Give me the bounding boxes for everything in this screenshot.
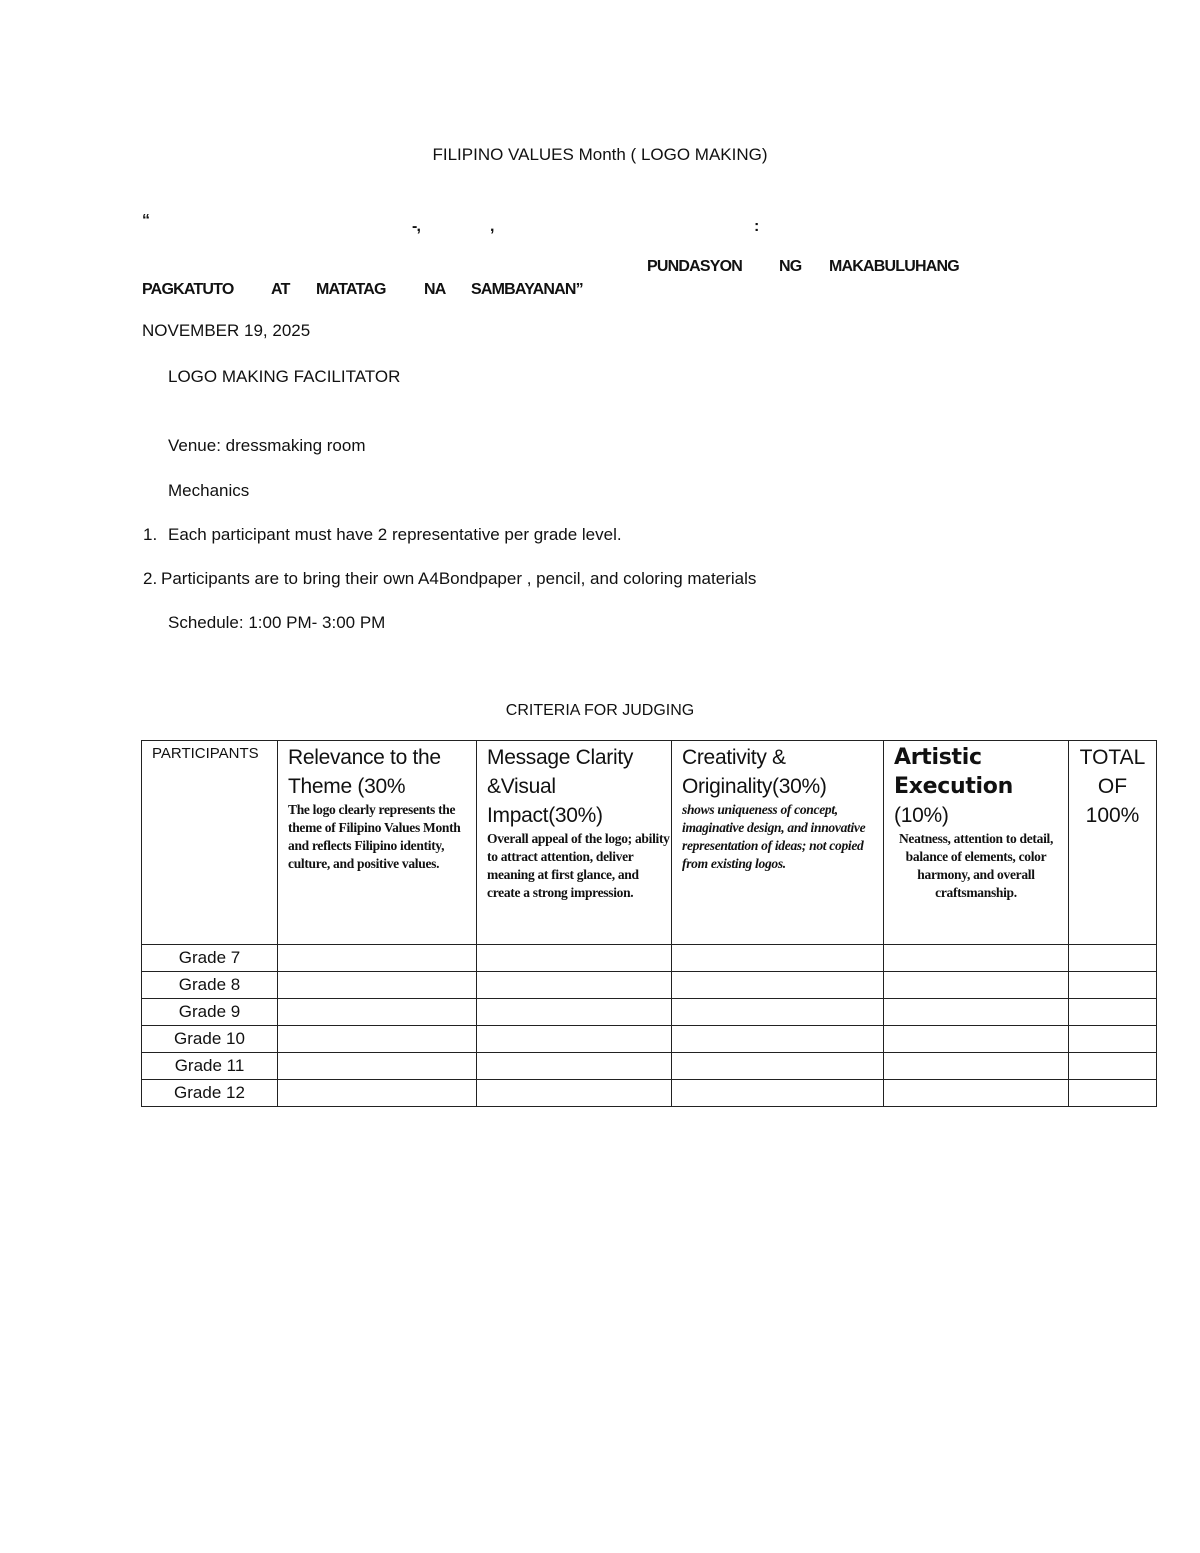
score-cell[interactable] — [278, 972, 477, 999]
criterion-header — [477, 741, 672, 945]
table-row — [142, 1080, 1157, 1107]
grade-label: Grade 12 — [142, 1080, 278, 1107]
theme-fragment: : — [754, 218, 759, 235]
score-cell[interactable] — [1069, 972, 1157, 999]
score-cell[interactable] — [884, 945, 1069, 972]
score-cell[interactable] — [477, 1080, 672, 1107]
score-cell[interactable] — [477, 999, 672, 1026]
total-header-label: TOTAL OF 100% — [1079, 746, 1146, 827]
score-cell[interactable] — [884, 972, 1069, 999]
mechanics-label: Mechanics — [168, 481, 250, 500]
theme-word: PAGKATUTO — [142, 281, 234, 298]
mechanics-number: 1. — [143, 525, 158, 544]
theme-word: PUNDASYON — [647, 258, 743, 275]
score-cell[interactable] — [1069, 999, 1157, 1026]
score-cell[interactable] — [1069, 1080, 1157, 1107]
theme-word: SAMBAYANAN” — [471, 281, 583, 298]
score-cell[interactable] — [884, 1026, 1069, 1053]
score-cell[interactable] — [477, 1026, 672, 1053]
criterion-description: shows uniqueness of concept, imaginative design, and innovative representation of ideas; not copied from existing logos. — [682, 802, 866, 871]
schedule: Schedule: 1:00 PM- 3:00 PM — [168, 613, 386, 632]
score-cell[interactable] — [1069, 945, 1157, 972]
score-cell[interactable] — [672, 1080, 884, 1107]
criterion-title: Relevance to the Theme (30% — [288, 746, 441, 798]
table-row — [142, 972, 1157, 999]
score-cell[interactable] — [278, 1080, 477, 1107]
venue: Venue: dressmaking room — [168, 436, 366, 455]
score-cell[interactable] — [672, 1053, 884, 1080]
criteria-title: CRITERIA FOR JUDGING — [505, 702, 695, 719]
participants-header-label: PARTICIPANTS — [152, 745, 259, 762]
score-cell[interactable] — [278, 999, 477, 1026]
criterion-title: Creativity & Originality(30%) — [682, 746, 827, 798]
theme-fragment: -, — [412, 218, 421, 235]
theme-word: NA — [424, 281, 446, 298]
score-cell[interactable] — [278, 1026, 477, 1053]
score-cell[interactable] — [1069, 1026, 1157, 1053]
theme-word: MAKABULUHANG — [829, 258, 959, 275]
total-header — [1069, 741, 1157, 945]
score-cell[interactable] — [884, 999, 1069, 1026]
theme-word: AT — [271, 281, 290, 298]
mechanics-number: 2. — [143, 569, 158, 588]
score-cell[interactable] — [672, 1026, 884, 1053]
score-cell[interactable] — [477, 1053, 672, 1080]
document-title: FILIPINO VALUES Month ( LOGO MAKING) — [432, 145, 768, 164]
criterion-header — [884, 741, 1069, 945]
score-cell[interactable] — [672, 972, 884, 999]
criterion-title: Artistic Execution — [894, 745, 1013, 799]
mechanics-item: Each participant must have 2 representative per grade level. — [168, 525, 622, 544]
criterion-header — [672, 741, 884, 945]
score-cell[interactable] — [672, 945, 884, 972]
grade-label: Grade 9 — [142, 999, 278, 1026]
criterion-description: Neatness, attention to detail, balance of elements, color harmony, and overall craftsmanship. — [898, 831, 1054, 900]
criterion-weight: (10%) — [894, 804, 949, 827]
score-cell[interactable] — [477, 972, 672, 999]
theme-quote-open: “ — [142, 212, 150, 229]
table-row — [142, 945, 1157, 972]
participants-header — [142, 741, 278, 945]
score-cell[interactable] — [477, 945, 672, 972]
table-row — [142, 1053, 1157, 1080]
criterion-description: Overall appeal of the logo; ability to attract attention, deliver meaning at first glance, and create a strong impression. — [487, 831, 670, 900]
theme-word: NG — [779, 258, 802, 275]
grade-label: Grade 8 — [142, 972, 278, 999]
score-cell[interactable] — [1069, 1053, 1157, 1080]
score-cell[interactable] — [884, 1053, 1069, 1080]
grade-label: Grade 10 — [142, 1026, 278, 1053]
table-row — [142, 1026, 1157, 1053]
score-cell[interactable] — [884, 1080, 1069, 1107]
theme-word: MATATAG — [316, 281, 386, 298]
grade-label: Grade 7 — [142, 945, 278, 972]
score-cell[interactable] — [672, 999, 884, 1026]
criterion-description: The logo clearly represents the theme of Filipino Values Month and reflects Filipino identity, culture, and positive values. — [288, 802, 461, 871]
mechanics-item: Participants are to bring their own A4Bondpaper , pencil, and coloring materials — [161, 569, 757, 588]
facilitator-label: LOGO MAKING FACILITATOR — [168, 367, 401, 386]
theme-fragment: , — [490, 218, 494, 235]
criteria-table — [141, 740, 1157, 1107]
criterion-title: Message Clarity &Visual Impact(30%) — [487, 746, 634, 827]
table-row — [142, 999, 1157, 1026]
event-date: NOVEMBER 19, 2025 — [142, 321, 311, 340]
table-header-row — [142, 741, 1157, 945]
grade-label: Grade 11 — [142, 1053, 278, 1080]
score-cell[interactable] — [278, 945, 477, 972]
score-cell[interactable] — [278, 1053, 477, 1080]
criterion-header — [278, 741, 477, 945]
